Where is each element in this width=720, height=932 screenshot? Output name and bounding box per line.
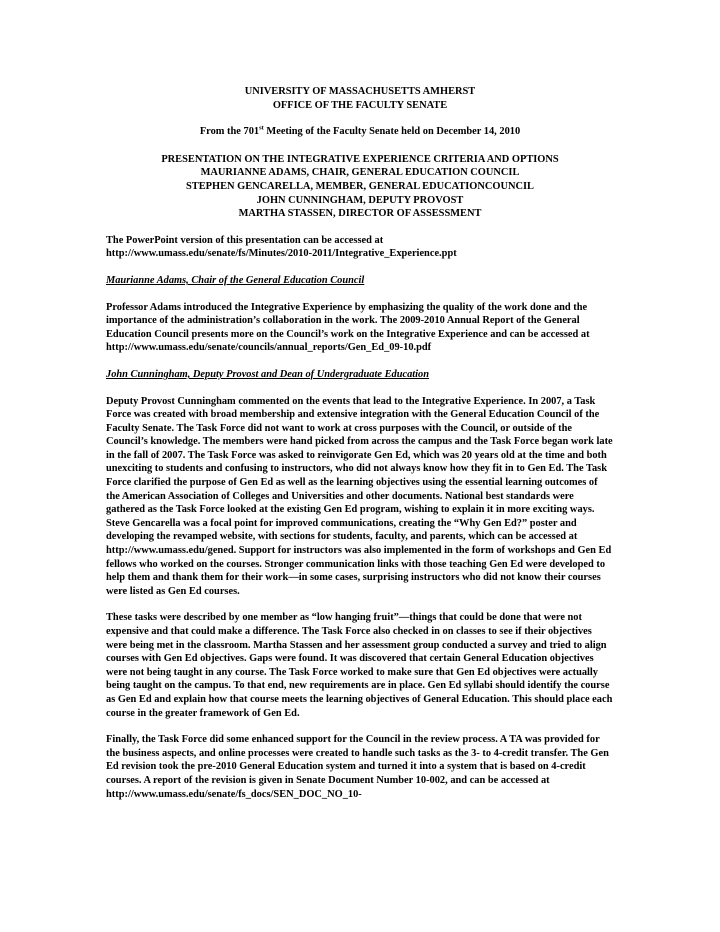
office-name: OFFICE OF THE FACULTY SENATE (272, 99, 448, 111)
cunningham-paragraph-3: Finally, the Task Force did some enhanced support for the Council in the review process. A TA was provided for the business aspects, and online processes were created to handle such tasks as the 3- to 4-credit transfer. The Gen Ed revision took the pre-2010 General Education system and turned it into a system that is based on 4-credit courses. A report of the revision is given in Senate Document Number 10-002, and can be accessed at http://www.umass.edu/senate/fs_docs/SEN_DOC_NO_10- (106, 734, 609, 800)
meeting-ordinal-suffix: st (259, 124, 264, 132)
meeting-prefix: From the 701 (199, 126, 260, 138)
presenter-line: MARTHA STASSEN, DIRECTOR OF ASSESSMENT (238, 208, 482, 220)
meeting-suffix: Meeting of the Faculty Senate held on December 14, 2010 (263, 126, 521, 138)
cunningham-paragraph-2: These tasks were described by one member as “low hanging fruit”—things that could be done that were not expensive and that could make a difference. The Task Force also checked in on classes to see if their objectives were being met in the classroom. Martha Stassen and her assessment group conducted a survey and tried to align courses with Gen Ed objectives. Gaps were found. It was discovered that certain General Education objectives were not being taught in any course. The Task Force worked to make sure that Gen Ed objectives were actually being taught on the campus. To that end, new requirements are in place. Gen Ed syllabi should identify the course as Gen Ed and explain how that course meets the learning objectives of General Education. This should place each course in the greater framework of Gen Ed. (106, 612, 613, 719)
cunningham-section-heading: John Cunningham, Deputy Provost and Dean of Undergraduate Education (106, 368, 430, 380)
adams-paragraph: Professor Adams introduced the Integrative Experience by emphasizing the quality of the work done and the importance of the administration’s collaboration in the work. The 2009-2010 Annual Report of the General Education Council presents more on the Council’s work on the Integrative Experience and can be accessed at http://www.umass.edu/senate/councils/annual_reports/Gen_Ed_09-10.pdf (106, 301, 590, 354)
powerpoint-note (106, 234, 614, 261)
presentation-block (106, 153, 614, 221)
document-body (106, 85, 614, 801)
presentation-title: PRESENTATION ON THE INTEGRATIVE EXPERIENCE CRITERIA AND OPTIONS (161, 153, 559, 165)
university-name: UNIVERSITY OF MASSACHUSETTS AMHERST (244, 86, 476, 97)
adams-section-heading: Maurianne Adams, Chair of the General Education Council (106, 274, 365, 286)
presenter-line: STEPHEN GENCARELLA, MEMBER, GENERAL EDUCATIONCOUNCIL (186, 180, 534, 192)
meeting-line (106, 125, 614, 139)
cunningham-paragraph-1: Deputy Provost Cunningham commented on the events that lead to the Integrative Experience. In 2007, a Task Force was created with broad membership and extensive integration with the General Education Council of the Faculty Senate. The Task Force did not want to work at cross purposes with the Council, or outside of the Council’s knowledge. The members were hand picked from across the campus and the Task Force began work late in the fall of 2007. The Task Force was asked to reinvigorate Gen Ed, which was 20 years old at the time and both unexciting to students and confusing to instructors, who did not always know how they fit in to Gen Ed. The Task Force clarified the purpose of Gen Ed as well as the learning objectives using the essential learning outcomes of the American Association of Colleges and Universities and other documents. National best standards were gathered as the Task Force looked at the existing Gen Ed program, wishing to explain it in more exciting ways. Steve Gencarella was a focal point for improved communications, creating the “Why Gen Ed?” poster and developing the revamped website, with sections for students, faculty, and parents, which can be accessed at http://www.umass.edu/gened. Support for instructors was also implemented in the form of workshops and Gen Ed fellows who worked on the courses. Stronger communication links with those teaching Gen Ed were developed to help them and thank them for their work—in some cases, surprising instructors who did not know their courses were listed as Gen Ed courses. (106, 395, 613, 597)
powerpoint-text: The PowerPoint version of this presentation can be accessed at (106, 234, 384, 246)
presenter-line: JOHN CUNNINGHAM, DEPUTY PROVOST (256, 194, 464, 206)
powerpoint-link[interactable]: http://www.umass.edu/senate/fs/Minutes/2010-2011/Integrative_Experience.ppt (106, 248, 457, 260)
presenter-line: MAURIANNE ADAMS, CHAIR, GENERAL EDUCATION COUNCIL (200, 167, 520, 179)
